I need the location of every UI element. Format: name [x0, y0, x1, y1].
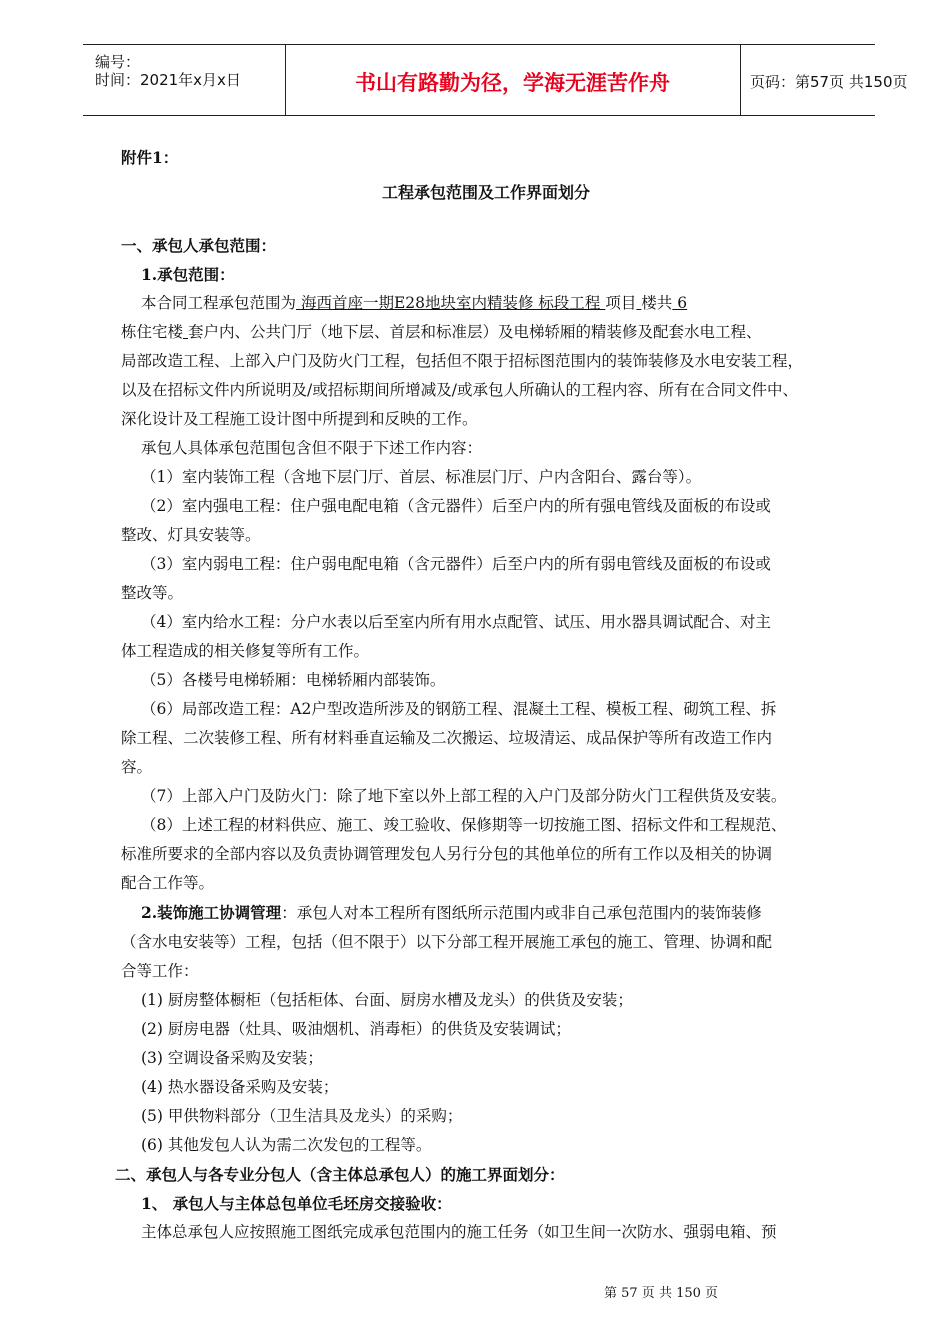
- coord-item-4: (4) 热水器设备采购及安装；: [141, 1078, 339, 1096]
- item-line: 除工程、二次装修工程、所有材料垂直运输及二次搬运、垃圾清运、成品保护等所有改造工作内: [121, 729, 773, 747]
- item-line: 配合工作等。: [121, 874, 215, 892]
- coord-item-6: (6) 其他发包人认为需二次发包的工程等。: [141, 1136, 432, 1154]
- page-code: 页码：第57页 共150页: [750, 73, 908, 91]
- coord-item-1: (1) 厨房整体橱柜（包括柜体、台面、厨房水槽及龙头）的供货及安装；: [141, 991, 633, 1009]
- serial-label: 编号：: [95, 53, 141, 71]
- item-line: （4）室内给水工程：分户水表以后至室内所有用水点配管、试压、用水器具调试配合、对主: [141, 613, 771, 631]
- header-motto-cell: [285, 45, 741, 115]
- document-body: [115, 143, 851, 1247]
- subsection-2-1-heading: 1、 承包人与主体总包单位毛坯房交接验收：: [141, 1194, 452, 1213]
- scope-line-4: 以及在招标文件内所说明及/或招标期间所增减及/或承包人所确认的工程内容、所有在合同文件中、: [121, 381, 798, 399]
- item-line: （2）室内强电工程：住户强电配电箱（含元器件）后至户内的所有强电管线及面板的布设或: [141, 497, 771, 515]
- date-label: 时间：2021年x月x日: [95, 71, 241, 89]
- underlined-field: 6: [672, 294, 688, 312]
- section-2-paragraph-line-1: 主体总承包人应按照施工图纸完成承包范围内的施工任务（如卫生间一次防水、强弱电箱、预: [141, 1223, 777, 1241]
- subsection-1-2-line-3: 合等工作：: [121, 962, 199, 980]
- scope-intro: 承包人具体承包范围包含但不限于下述工作内容：: [141, 439, 483, 457]
- underlined-field: 海西首座一期E28地块室内精装修 标段工程: [296, 294, 606, 312]
- header-page-cell: [740, 45, 908, 115]
- section-1-heading: 一、承包人承包范围：: [121, 236, 277, 255]
- scope-paragraph: [121, 289, 851, 434]
- subsection-1-2-heading: 2.装饰施工协调管理: [141, 903, 282, 922]
- subsection-1-2-line-1: [121, 898, 851, 928]
- page-header: [83, 44, 908, 116]
- motto: 书山有路勤为径，学海无涯苦作舟: [355, 71, 670, 95]
- item-line: 容。: [121, 758, 153, 776]
- scope-item-6: [121, 695, 851, 782]
- text-run: ：承包人对本工程所有图纸所示范围内或非自己承包范围内的装饰装修: [281, 904, 762, 922]
- scope-item-8: [121, 811, 851, 898]
- scope-item-1: （1）室内装饰工程（含地下层门厅、首层、标准层门厅、户内含阳台、露台等）。: [141, 468, 702, 486]
- text-run: 套户内、公共门厅（地下层、首层和标准层）及电梯轿厢的精装修及配套水电工程、: [187, 323, 762, 341]
- scope-line-5: 深化设计及工程施工设计图中所提到和反映的工作。: [121, 410, 478, 428]
- scope-line-1: [121, 289, 851, 318]
- scope-line-2: [121, 318, 851, 347]
- item-line: （6）局部改造工程：A2户型改造所涉及的钢筋工程、混凝土工程、模板工程、砌筑工程、拆: [141, 700, 777, 718]
- section-2-heading: 二、承包人与各专业分包人（含主体总承包人）的施工界面划分：: [115, 1165, 565, 1184]
- scope-item-7: （7）上部入户门及防火门：除了地下室以外上部工程的入户门及部分防火门工程供货及安装。: [141, 787, 787, 805]
- item-line: （3）室内弱电工程：住户弱电配电箱（含元器件）后至户内的所有弱电管线及面板的布设或: [141, 555, 771, 573]
- header-info-cell: [83, 45, 286, 115]
- scope-item-4: [121, 608, 851, 666]
- subsection-1-2-line-2: （含水电安装等）工程，包括（但不限于）以下分部工程开展施工承包的施工、管理、协调和配: [121, 933, 773, 951]
- scope-line-3: 局部改造工程、上部入户门及防火门工程，包括但不限于招标图范围内的装饰装修及水电安装工程，: [121, 352, 804, 370]
- item-line: 整改等。: [121, 584, 184, 602]
- scope-item-3: [121, 550, 851, 608]
- subsection-1-1-heading: 1.承包范围：: [141, 265, 235, 284]
- coord-item-5: (5) 甲供物料部分（卫生洁具及龙头）的采购；: [141, 1107, 463, 1125]
- item-line: 整改、灯具安装等。: [121, 526, 261, 544]
- text-run: 项目: [605, 294, 637, 312]
- coord-item-2: (2) 厨房电器（灶具、吸油烟机、消毒柜）的供货及安装调试；: [141, 1020, 571, 1038]
- attachment-label: 附件1：: [121, 148, 179, 167]
- subsection-1-2: [121, 898, 851, 986]
- item-line: 体工程造成的相关修复等所有工作。: [121, 642, 370, 660]
- text-run: 本合同工程承包范围为: [141, 294, 297, 312]
- item-line: 标准所要求的全部内容以及负责协调管理发包人另行分包的其他单位的所有工作以及相关的协调: [121, 845, 773, 863]
- scope-item-5: （5）各楼号电梯轿厢：电梯轿厢内部装饰。: [141, 671, 446, 689]
- document-title: 工程承包范围及工作界面划分: [381, 183, 590, 202]
- text-run: 楼共: [641, 294, 673, 312]
- page-footer: 第 57 页 共 150 页: [604, 1286, 719, 1301]
- text-run: 栋住宅楼: [121, 323, 184, 341]
- coord-item-3: (3) 空调设备采购及安装；: [141, 1049, 323, 1067]
- scope-item-2: [121, 492, 851, 550]
- item-line: （8）上述工程的材料供应、施工、竣工验收、保修期等一切按施工图、招标文件和工程规范、: [141, 816, 787, 834]
